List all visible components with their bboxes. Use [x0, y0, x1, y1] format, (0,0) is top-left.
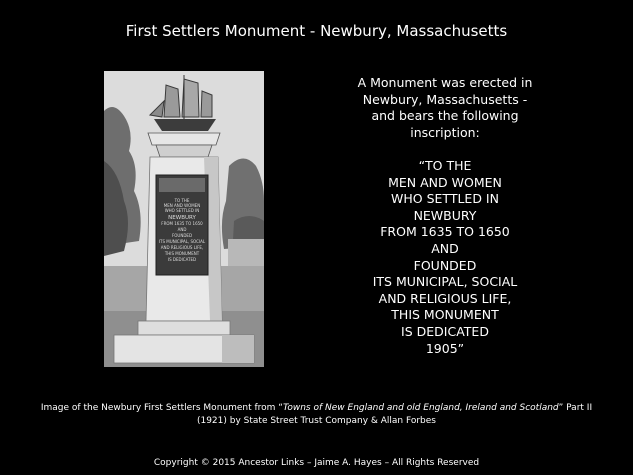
- inscription-line: THIS MONUMENT: [391, 307, 499, 323]
- description-text: [348, 75, 542, 357]
- inscription-line: FOUNDED: [413, 257, 477, 273]
- caption-book-title: Towns of New England and old England, Ireland and Scotland: [282, 403, 559, 413]
- inscription-line: MEN AND WOMEN: [388, 174, 502, 190]
- inscription-line: IS DEDICATED: [401, 323, 489, 339]
- intro-line: inscription:: [410, 124, 480, 140]
- inscription-quote: [348, 158, 542, 357]
- caption-text-end: ” Part II (1921) by State Street Trust Company & Allan Forbes: [196, 403, 593, 426]
- inscription-line: 1905”: [425, 340, 465, 356]
- inscription-line: WHO SETTLED IN: [391, 191, 499, 207]
- inscription-plaque: [156, 175, 208, 275]
- plaque-line-8: ITS MUNICIPAL, SOCIAL: [158, 239, 206, 244]
- inscription-line: FROM 1635 TO 1650: [380, 224, 510, 240]
- image-caption: [40, 402, 593, 428]
- inscription-line: AND RELIGIOUS LIFE,: [378, 290, 512, 306]
- monument-photo: [104, 71, 264, 367]
- inscription-line: AND: [431, 240, 459, 256]
- inscription-line: ITS MUNICIPAL, SOCIAL: [372, 274, 518, 290]
- copyright-notice: Copyright © 2015 Ancestor Links – Jaime A. Hayes – All Rights Reserved: [153, 458, 480, 468]
- plaque-line-4: NEWBURY: [168, 215, 196, 221]
- intro-line: Newbury, Massachusetts -: [362, 91, 528, 107]
- plaque-line-5: FROM 1635 TO 1650: [161, 221, 203, 226]
- plaque-line-9: AND RELIGIOUS LIFE,: [160, 245, 204, 250]
- plaque-line-11: IS DEDICATED: [167, 257, 197, 262]
- inscription-line: “TO THE: [418, 157, 472, 173]
- plaque-line-6: AND: [177, 227, 187, 232]
- intro-paragraph: [348, 75, 542, 141]
- plaque-line-1: TO THE: [174, 198, 190, 203]
- plaque-line-10: THIS MONUMENT: [164, 251, 200, 256]
- caption-text-start: Image of the Newbury First Settlers Monument from “: [40, 403, 283, 413]
- page-title: First Settlers Monument - Newbury, Massachusetts: [125, 22, 508, 40]
- plaque-line-2: MEN AND WOMEN: [163, 203, 201, 208]
- plaque-line-7: FOUNDED: [171, 233, 193, 238]
- inscription-line: NEWBURY: [413, 207, 477, 223]
- intro-line: A Monument was erected in: [357, 75, 533, 90]
- intro-line: and bears the following: [371, 108, 519, 124]
- plaque-line-3: WHO SETTLED IN: [164, 208, 200, 213]
